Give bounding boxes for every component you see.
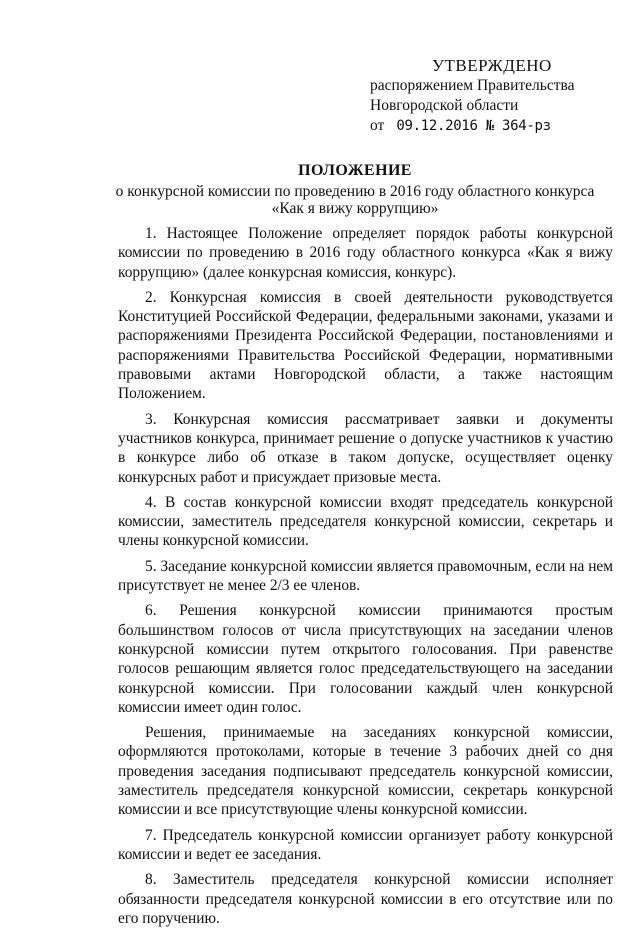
paragraph-1: 1. Настоящее Положение определяет порядок работы конкурсной комиссии по проведению в 2016 году областного конкурса «Как я вижу коррупцию» (далее конкурсная комиссия, конкурс). (118, 225, 613, 281)
document-subtitle-line-2: «Как я вижу коррупцию» (271, 200, 439, 217)
document-subtitle-line-1: о конкурсной комиссии по проведению в 2016 году областного конкурса (115, 183, 595, 200)
document-body (118, 224, 613, 934)
paragraph-6: 6. Решения конкурсной комиссии принимаются простым большинством голосов от числа присутствующих на заседании членов конкурсной комиссии путем открытого голосования. При равенстве голосов решающим является голос председательствующего на заседании конкурсной комиссии. При голосовании каждый член конкурсной комиссии имеет один голос. (118, 602, 613, 716)
approval-date-line (370, 116, 620, 136)
paragraph-4: 4. В состав конкурсной комиссии входят председатель конкурсной комиссии, заместитель председателя конкурсной комиссии, секретарь и члены конкурсной комиссии. (118, 493, 613, 550)
paragraph-3: 3. Конкурсная комиссия рассматривает заявки и документы участников конкурса, принимает решение о допуске участников к участию в конкурсе либо об отказе в таком допуске, осуществляет оценку конкурсных работ и присуждает призовые места. (118, 410, 613, 486)
date-prefix: от (370, 117, 385, 134)
paragraph-7: 7. Председатель конкурсной комиссии организует работу конкурсной комиссии и ведет ее заседания. (118, 826, 613, 863)
approval-date-number: 09.12.2016 № 364-рз (396, 118, 551, 134)
approval-region: Новгородской области (370, 97, 519, 114)
document-title: ПОЛОЖЕНИЕ (298, 162, 412, 179)
paragraph-8: 8. Заместитель председателя конкурсной комиссии исполняет обязанности председателя конкурсной комиссии в его отсутствие или по его поручению. (118, 871, 613, 927)
paragraph-2: 2. Конкурсная комиссия в своей деятельности руководствуется Конституцией Российской Федерации, федеральными законами, указами и распоряжениями Президента Российской Федерации, постановлениями и распоряжениями Правительства Российской Федерации, нормативными правовыми актами Новгородской области, а также настоящим Положением. (118, 288, 613, 403)
approval-stamp (370, 56, 620, 136)
document-title-block (100, 162, 610, 217)
approved-label: УТВЕРЖДЕНО (432, 56, 552, 75)
paragraph-5: 5. Заседание конкурсной комиссии является правомочным, если на нем присутствует не менее 2/3 ее членов. (118, 557, 613, 595)
paragraph-6-continued: Решения, принимаемые на заседаниях конкурсной комиссии, оформляются протоколами, которые в течение 3 рабочих дней со дня проведения заседания подписывают председатель конкурсной комиссии, заместитель председателя конкурсной комиссии, секретарь конкурсной комиссии и все присутствующие члены конкурсной комиссии. (118, 724, 613, 819)
approval-authority: распоряжением Правительства (370, 77, 575, 94)
